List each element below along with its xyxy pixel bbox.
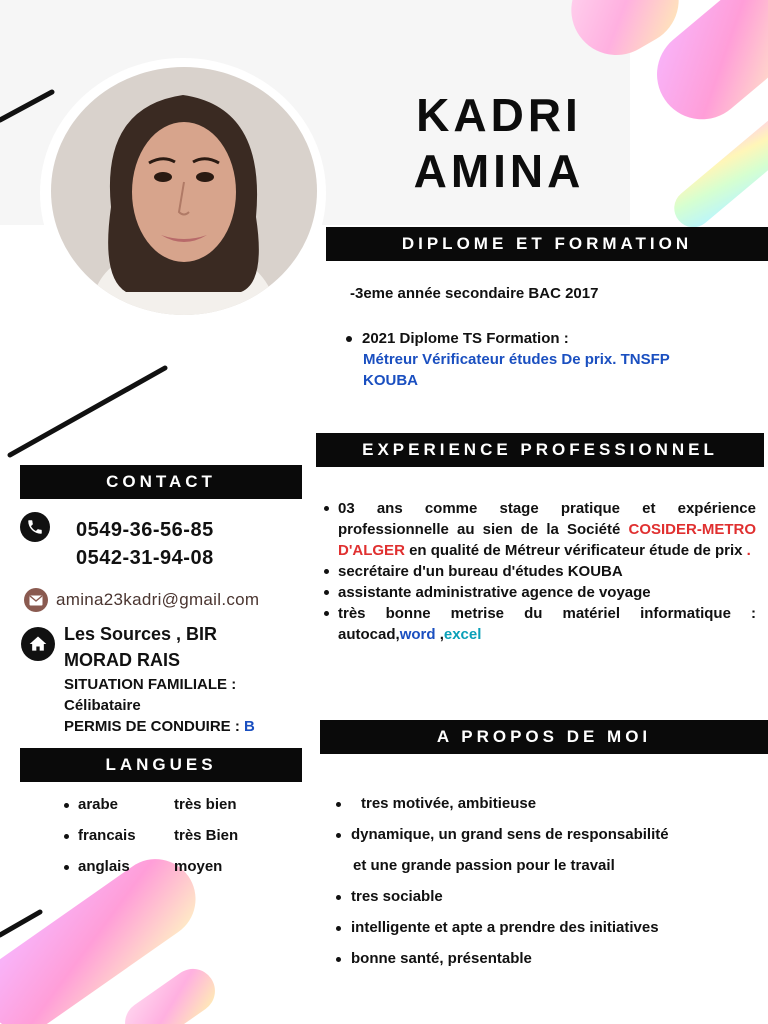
experience-item: très bonne metrise du matériel informatique : autocad,word ,excel: [322, 603, 756, 645]
experience-item: 03 ans comme stage pratique et expérience professionnelle au sien de la Société COSIDER-METRO D'ALGER en qualité de Métreur vérificateur étude de prix .: [322, 498, 756, 561]
section-title-langues: LANGUES: [20, 748, 302, 782]
apropos-list: [336, 788, 761, 974]
section-title-contact: CONTACT: [20, 465, 302, 499]
bullet: [64, 834, 69, 839]
experience-list: [322, 498, 756, 645]
langue-name: anglais: [78, 858, 130, 875]
bullet: [336, 802, 341, 807]
bullet: [336, 926, 341, 931]
name-second-line: AMINA: [413, 145, 585, 197]
langue-row: [64, 851, 294, 882]
diplome-ts-specialite: Métreur Vérificateur études De prix. TNSFP: [363, 351, 670, 368]
profile-photo: [51, 67, 317, 315]
section-title-apropos: A PROPOS DE MOI: [320, 720, 768, 754]
address-line-2: MORAD RAIS: [64, 650, 180, 670]
skill-word: word: [399, 626, 436, 643]
diplome-ts-label: 2021 Diplome TS Formation :: [362, 330, 569, 347]
company-name: COSIDER-METRO D'ALGER: [338, 521, 756, 559]
langue-row: [64, 789, 294, 820]
langue-row: [64, 820, 294, 851]
langue-level: moyen: [174, 858, 223, 875]
bullet: [64, 865, 69, 870]
home-icon: [21, 627, 55, 661]
langue-name: arabe: [78, 796, 119, 813]
apropos-item-continuation: et une grande passion pour le travail: [353, 857, 615, 874]
phone-icon: [20, 512, 50, 542]
langue-name: francais: [78, 827, 136, 844]
langue-level: très bien: [174, 796, 237, 813]
bullet: [346, 336, 352, 342]
langue-level: très Bien: [174, 827, 239, 844]
email-address[interactable]: amina23kadri@gmail.com: [56, 590, 260, 609]
diplome-ts-lieu: KOUBA: [363, 372, 418, 389]
apropos-item: tres sociable: [336, 881, 761, 912]
phone-number-2[interactable]: 0542-31-94-08: [76, 547, 214, 569]
section-title-experience: EXPERIENCE PROFESSIONNEL: [316, 433, 764, 467]
apropos-item: dynamique, un grand sens de responsabilité: [336, 819, 761, 850]
apropos-item: bonne santé, présentable: [336, 943, 761, 974]
situation-label: SITUATION FAMILIALE :: [64, 676, 237, 693]
experience-item: secrétaire d'un bureau d'études KOUBA: [322, 561, 756, 582]
langues-list: [64, 789, 294, 882]
bullet: [336, 895, 341, 900]
permis-value: B: [244, 718, 255, 735]
apropos-item: tres motivée, ambitieuse: [336, 788, 761, 819]
address-line-1: Les Sources , BIR: [64, 624, 218, 644]
diplome-ts-item: [346, 328, 766, 391]
mail-icon: [24, 588, 48, 612]
experience-item: assistante administrative agence de voyage: [322, 582, 756, 603]
permis: [64, 716, 255, 737]
situation-value: Célibataire: [64, 697, 141, 714]
permis-label: PERMIS DE CONDUIRE :: [64, 718, 245, 735]
address: [64, 621, 217, 673]
bullet: [336, 957, 341, 962]
bullet: [336, 833, 341, 838]
apropos-item: intelligente et apte a prendre des initiatives: [336, 912, 761, 943]
bullet: [64, 803, 69, 808]
situation-familiale: [64, 674, 255, 737]
section-title-diplome: DIPLOME ET FORMATION: [326, 227, 768, 261]
diplome-bac: -3eme année secondaire BAC 2017: [350, 285, 599, 302]
skill-excel: excel: [443, 626, 482, 643]
phone-number-1[interactable]: 0549-36-56-85: [76, 519, 214, 541]
name-first-line: KADRI: [416, 89, 582, 141]
